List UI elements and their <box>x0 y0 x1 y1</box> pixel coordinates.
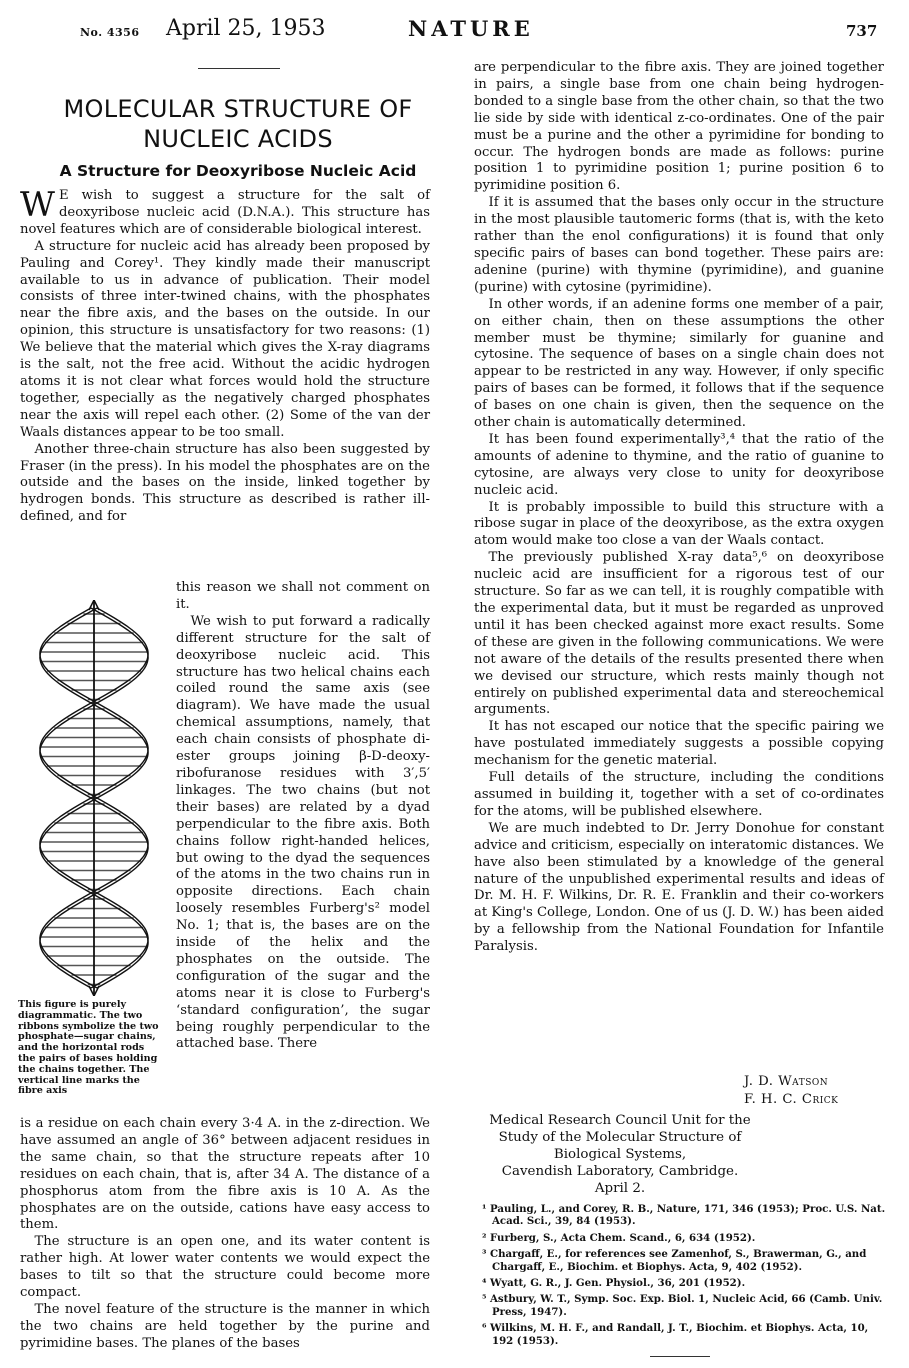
affiliation-line-4: Cavendish Laboratory, Cambridge. <box>501 1164 739 1179</box>
paragraph-r9: We are much indebted to Dr. Jerry Donohue for constant advice and criticism, especially on interatomic distances. We have also been stimulated by a knowledge of the general nature of the unpublished experimental results and ideas of Dr. M. H. F. Wilkins, Dr. R. E. Franklin and their co-workers at King's College, London. One of us (J. D. W.) has been aided by a fellowship from the National Foundation for Infantile Paralysis. <box>474 820 884 955</box>
double-helix-figure <box>16 600 176 996</box>
paragraph-5: The structure is an open one, and its water content is rather high. At lower water contents we would expect the bases to tilt so that the structure could become more compact. <box>20 1234 430 1301</box>
figure-caption: This figure is purely diagrammatic. The two ribbons symbolize the two phosphate—sugar chains, and the horizontal rods the pairs of bases holding the chains together. The vertical line marks the fibre axis <box>18 999 159 1097</box>
journal-name: NATURE <box>408 16 534 41</box>
reference-5: ⁵ Astbury, W. T., Symp. Soc. Exp. Biol. 1, Nucleic Acid, 66 (Camb. Univ. Press, 1947). <box>482 1293 883 1318</box>
paragraph-2: A structure for nucleic acid has already been proposed by Pauling and Corey¹. They kindly made their manuscript available to us in advance of publication. Their model consists of three inter-twined chains, with the phosphates near the fibre axis, and the bases on the outside. In our opinion, this structure is unsatisfactory for two reasons: (1) We believe that the material which gives the X-ray diagrams is the salt, not the free acid. Without the acidic hydrogen atoms it is not clear what forces would hold the structure together, especially as the negatively charged phosphates near the axis will repel each other. (2) Some of the van der Waals distances appear to be too small. <box>20 238 430 440</box>
paragraph-r4: It has been found experimentally³,⁴ that the ratio of the amounts of adenine to thymine, and the ratio of guanine to cytosine, are always very close to unity for deoxyribose nucleic acid. <box>474 431 884 498</box>
affiliation-line-2: Study of the Molecular Structure of <box>498 1130 742 1145</box>
paragraph-r8: Full details of the structure, including the conditions assumed in building it, together with a set of co-ordinates for the atoms, will be published elsewhere. <box>474 770 884 819</box>
paragraph-r6: The previously published X-ray data⁵,⁶ on deoxyribose nucleic acid are insufficient for a rigorous test of our structure. So far as we can tell, it is roughly compatible with the experimental data, but it must be regarded as unproved until it has been checked against more exact results. Some of these are given in the following communications. We were not aware of the details of the results presented there when we devised our structure, which rests mainly though not entirely on published experimental data and stereochemical arguments. <box>474 550 884 718</box>
affiliation-line-3: Biological Systems, <box>553 1147 687 1162</box>
title-line-1: MOLECULAR STRUCTURE OF <box>63 95 413 123</box>
paragraph-r5: It is probably impossible to build this structure with a ribose sugar in place of the deoxyribose, as the extra oxygen atom would make too close a van der Waals contact. <box>474 499 884 549</box>
paragraph-r3: In other words, if an adenine forms one member of a pair, on either chain, then on these assumptions the other member must be thymine; similarly for guanine and cytosine. The sequence of bases on a single chain does not appear to be restricted in any way. However, if only specific pairs of bases can be formed, it follows that if the sequence of bases on one chain is given, then the sequence on the other chain is automatically determined. <box>474 296 884 431</box>
article-subtitle: A Structure for Deoxyribose Nucleic Acid <box>59 162 417 180</box>
page-number: 737 <box>846 22 878 40</box>
paragraph-1-text: E wish to suggest a structure for the salt of deoxyribose nucleic acid (D.N.A.). This structure has novel features which are of considerable biological interest. <box>20 188 430 237</box>
paragraph-r2: If it is assumed that the bases only occur in the structure in the most plausible tautomeric forms (that is, with the keto rather than the enol configurations) it is found that only specific pairs of bases can bond together. These pairs are: adenine (purine) with thymine (pyrimidine), and guanine (purine) with cytosine (pyrimidine). <box>474 195 884 295</box>
affiliation-line-5: April 2. <box>594 1181 646 1196</box>
paragraph-4: We wish to put forward a radically different structure for the salt of deoxyribose nucleic acid. This structure has two helical chains each coiled round the same axis (see diagram). We have made the usual chemical assumptions, namely, that each chain consists of phosphate di-ester groups joining β-D-deoxy-ribofuranose residues with 3′,5′ linkages. The two chains (but not their bases) are related by a dyad perpendicular to the fibre axis. Both chains follow right-handed helices, but owing to the dyad the sequences of the atoms in the two chains run in opposite directions. Each chain loosely resembles Furberg's² model No. 1; that is, the bases are on the inside of the helix and the phosphates on the outside. The configuration of the sugar and the atoms near it is close to Furberg's ‘standard configuration’, the sugar being roughly perpendicular to the attached base. There <box>176 613 430 1052</box>
title-divider <box>198 68 280 69</box>
drop-cap: W <box>20 185 55 225</box>
reference-6: ⁶ Wilkins, M. H. F., and Randall, J. T., Biochim. et Biophys. Acta, 10, 192 (1953). <box>482 1322 869 1347</box>
article-title <box>28 94 448 154</box>
title-line-2: NUCLEIC ACIDS <box>143 125 333 153</box>
affiliation <box>470 1112 770 1197</box>
issue-number: No. 4356 <box>80 26 140 39</box>
left-column-bottom <box>20 1116 430 1353</box>
reference-3: ³ Chargaff, E., for references see Zamenhof, S., Brawerman, G., and Chargaff, E., Biochim. et Biophys. Acta, 9, 402 (1952). <box>482 1248 867 1273</box>
end-divider <box>650 1356 710 1357</box>
reference-1: ¹ Pauling, L., and Corey, R. B., Nature, 171, 346 (1953); Proc. U.S. Nat. Acad. Sci., 39, 84 (1953). <box>482 1203 886 1228</box>
reference-4: ⁴ Wyatt, G. R., J. Gen. Physiol., 36, 201 (1952). <box>482 1277 746 1290</box>
paragraph-3-continued: this reason we shall not comment on it. <box>176 580 430 612</box>
references-list <box>478 1203 892 1351</box>
right-column <box>474 60 884 956</box>
author-watson: J. D. Watson <box>744 1074 829 1089</box>
paragraph-6: The novel feature of the structure is the manner in which the two chains are held together by the purine and pyrimidine bases. The planes of the bases <box>20 1301 430 1351</box>
paragraph-4-continued: is a residue on each chain every 3·4 A. in the z-direction. We have assumed an angle of 36° between adjacent residues in the same chain, so that the structure repeats after 10 residues on each chain, that is, after 34 A. The distance of a phosphorus atom from the fibre axis is 10 A. As the phosphates are on the outside, cations have easy access to them. <box>20 1116 430 1233</box>
issue-date: April 25, 1953 <box>166 16 326 41</box>
paragraph-r1: are perpendicular to the fibre axis. They are joined together in pairs, a single base from one chain being hydrogen-bonded to a single base from the other chain, so that the two lie side by side with identical z-co-ordinates. One of the pair must be a purine and the other a pyrimidine for bonding to occur. The hydrogen bonds are made as follows: purine position 1 to pyrimidine position 1; purine position 6 to pyrimidine position 6. <box>474 60 884 194</box>
double-helix-diagram <box>16 600 176 996</box>
affiliation-line-1: Medical Research Council Unit for the <box>489 1113 751 1128</box>
paragraph-r7: It has not escaped our notice that the specific pairing we have postulated immediately suggests a possible copying mechanism for the genetic material. <box>474 719 884 769</box>
author-crick: F. H. C. Crick <box>744 1092 839 1107</box>
paragraph-1 <box>20 185 430 239</box>
paragraph-3: Another three-chain structure has also been suggested by Fraser (in the press). In his model the phosphates are on the outside and the bases on the inside, linked together by hydrogen bonds. This structure as described is rather ill-defined, and for <box>20 441 430 525</box>
reference-2: ² Furberg, S., Acta Chem. Scand., 6, 634 (1952). <box>482 1231 756 1244</box>
left-column-top <box>20 185 430 526</box>
left-column-narrow <box>176 580 430 1053</box>
